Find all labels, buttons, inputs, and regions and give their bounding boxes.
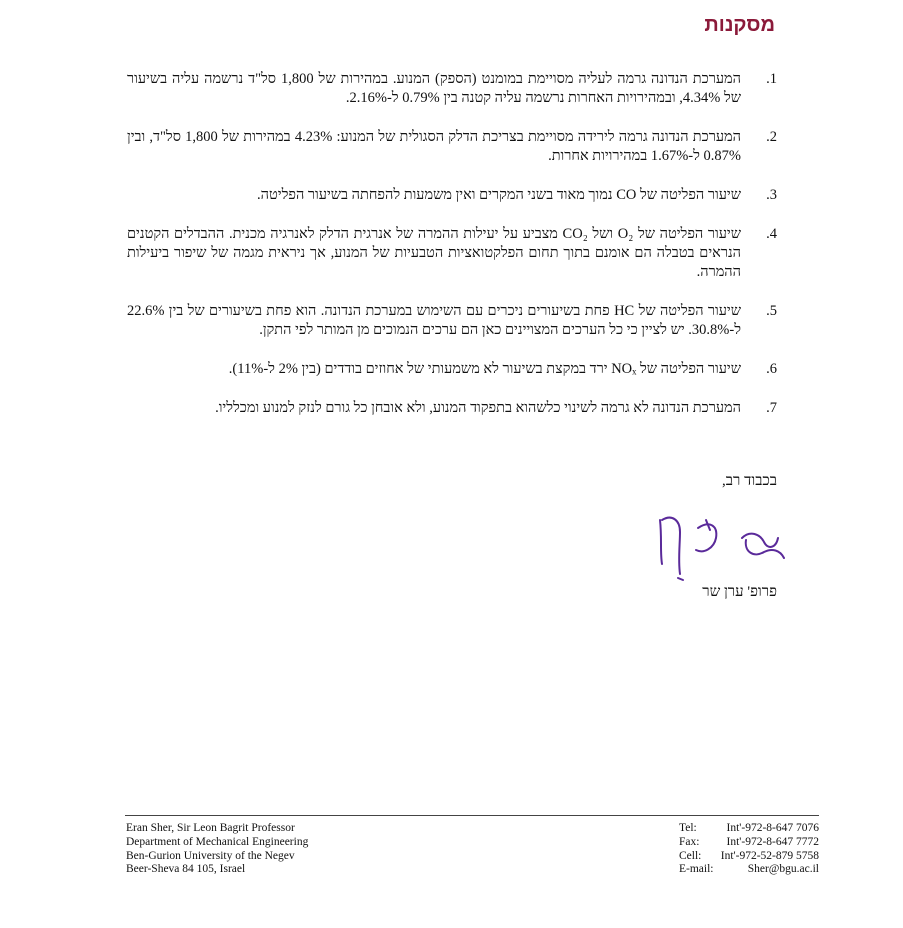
section-heading: מסקנות xyxy=(704,14,775,36)
signer-name: פרופ' ערן שר xyxy=(702,584,777,600)
item-number: 2. xyxy=(766,129,777,145)
contact-row xyxy=(679,836,819,850)
item-number: 3. xyxy=(766,187,777,203)
item-text: המערכת הנדונה לא גרמה לשינוי כלשהוא בתפקוד המנוע, ולא אובחן כל גורם לנזק למנוע ומכלליו. xyxy=(215,400,741,416)
footer-line: Department of Mechanical Engineering xyxy=(126,835,309,848)
handwritten-signature xyxy=(650,508,790,583)
footer-divider xyxy=(125,815,819,816)
closing-salutation: בכבוד רב, xyxy=(722,473,777,489)
footer-line: Eran Sher, Sir Leon Bagrit Professor xyxy=(126,822,295,834)
contact-value: Int'-972-52-879 5758 xyxy=(720,849,819,862)
conclusions-list xyxy=(127,70,777,418)
footer-line: Beer-Sheva 84 105, Israel xyxy=(126,863,246,876)
contact-value[interactable]: Sher@bgu.ac.il xyxy=(747,863,819,876)
list-item xyxy=(127,399,777,418)
item-number: 7. xyxy=(766,400,777,416)
footer-address xyxy=(126,822,308,877)
item-text: המערכת הנדונה גרמה לירידה מסויימת בצריכת הדלק הסגולית של המנוע: 4.23% במהירות של 1,800 סל"ד, ובין 0.87% ל-1.67% במהירויות אחרות. xyxy=(127,129,741,164)
item-text: שיעור הפליטה של NOₓ ירד במקצת בשיעור לא משמעותי של אחוזים בודדים (בין 2% ל-11%). xyxy=(228,361,741,377)
item-text: המערכת הנדונה גרמה לעליה מסויימת במומנט (הספק) המנוע. במהירות של 1,800 סל"ד נרשמה עליה בשיעור של 4.34%, ובמהירויות האחרות נרשמה עליה קטנה בין 0.79% ל-2.16%. xyxy=(127,71,741,106)
item-number: 1. xyxy=(766,71,777,87)
contact-value: Int'-972-8-647 7076 xyxy=(726,822,819,834)
list-item xyxy=(127,128,777,166)
item-text: שיעור הפליטה של CO נמוך מאוד בשני המקרים ואין משמעות להפחתה בשיעור הפליטה. xyxy=(257,187,741,203)
contact-row xyxy=(679,822,819,836)
footer-contacts xyxy=(679,822,819,877)
item-text: שיעור הפליטה של O₂ ושל CO₂ מצביע על יעילות ההמרה של אנרגית הדלק לאנרגיה מכנית. ההבדלים הקטנים הנראים בטבלה הם אומנם בתוך תחום הפלקטואציות הטבעיות של המנוע, אך ניראית מגמה של שיפור ביעילות ההמרה. xyxy=(127,226,741,280)
contact-value: Int'-972-8-647 7772 xyxy=(726,835,819,848)
footer-line: Ben-Gurion University of the Negev xyxy=(126,849,295,862)
item-text: שיעור הפליטה של HC פחת בשיעורים ניכרים עם השימוש במערכת הנדונה. הוא פחת בשיעורים של בין 22.6% ל-30.8%. יש לציין כי כל הערכים המצויינים כאן הם ערכים הנמוכים מן המותר לפי התקן. xyxy=(127,303,742,338)
item-number: 5. xyxy=(766,303,777,319)
list-item xyxy=(127,225,777,282)
contact-label: Tel: xyxy=(679,822,697,834)
list-item xyxy=(127,302,777,340)
list-item xyxy=(127,360,777,379)
contact-label: E-mail: xyxy=(679,863,714,876)
contact-row xyxy=(679,863,819,877)
contact-label: Cell: xyxy=(679,849,702,862)
item-number: 4. xyxy=(766,226,777,242)
item-number: 6. xyxy=(766,361,777,377)
contact-row xyxy=(679,850,819,864)
contact-label: Fax: xyxy=(679,835,700,848)
list-item xyxy=(127,186,777,205)
list-item xyxy=(127,70,777,108)
